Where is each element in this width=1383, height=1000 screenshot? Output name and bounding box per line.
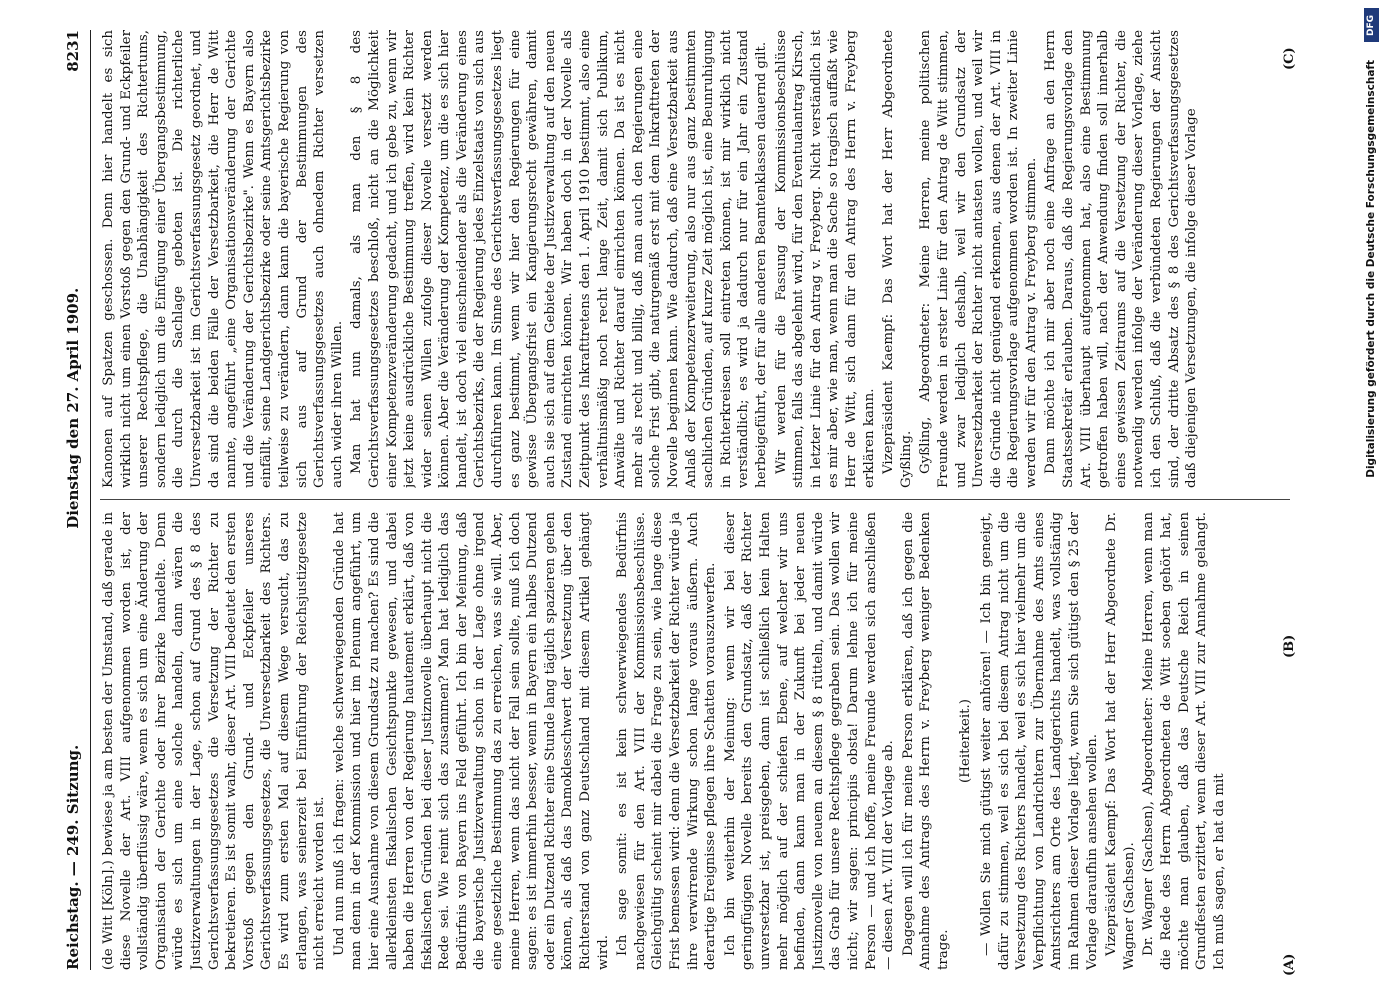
interjection: (Heiterkeit.) [957,699,973,783]
paragraph: Kanonen auf Spatzen geschossen. Denn hier handelt es sich wirklich nicht um einen Vorstoß gegen den Grund- und Eckpfeiler unserer Rechtspflege, die Unabhängigkeit des Richtertums, sondern lediglich um die Einfügung einer Übergangsbestimmung, die durch die Sachlage geboten ist. Die richterliche Unversetzbarkeit ist im Gerichtsverfassungsgesetz geordnet, und da sind die beiden Fälle der Versetzbarkeit, die Herr de Witt nannte, angeführt „eine Organisationsveränderung der Gerichte und die Veränderung der Gerichtsbezirke". Wenn es Bayern also einfällt, seine Landgerichtsbezirke oder seine Amtsgerichtsbezirke teilweise zu verändern, dann kann die bayerische Regierung von sich aus auf Grund der Bestimmungen des Gerichtsverfassungsgesetzes auch ohnedem Richter versetzen auch wider ihren Willen. [101,30,345,488]
margin-marker-a: (A) [1282,953,1297,976]
header-rule [90,30,91,970]
paragraph: Man hat nun damals, als man den § 8 des Gerichtsverfassungsgesetzes beschloß, nicht an die Möglichkeit einer Kompetenzveränderung gedacht, und ich gebe zu, wenn wir jetzt keine ausdrückliche Bestimmung treffen, wird kein Richter wider seinen Willen zufolge dieser Novelle versetzt werden können. Aber die Veränderung der Kompetenz, um die es sich hier handelt, ist doch viel einschneidender als die Veränderung eines Gerichtsbezirks, die der Regierung jedes Einzelstaats von sich aus durchführen kann. Im Sinne des Gerichtsverfassungsgesetzes liegt es ganz bestimmt, wenn wir hier den Regierungen für eine gewisse Übergangsfrist ein Kangierungsrecht gewähren, damit auch sie sich auf dem Gebiete der Justizverwaltung auf den neuen Zustand einrichten können. Wir haben doch in der Novelle als Zeitpunkt des Inkrafttretens den 1. April 1910 bestimmt, also eine verhältnismäßig noch recht lange Zeit, damit sich Publikum, Anwälte und Richter darauf einrichten können. Da ist es nicht mehr als recht und billig, daß man auch den Regierungen eine solche Frist gibt, die naturgemäß erst mit dem Inkrafttreten der Novelle beginnen kann. Wie dadurch, daß eine Versetzbarkeit aus Anlaß der Kompetenzerweiterung, also nur aus ganz bestimmten sachlichen Gründen, auf kurze Zeit möglich ist, eine Beunruhigung in Richterkreisen soll eintreten können, ist mir wirklich nicht verständlich; es wird ja dadurch nur für ein Jahr ein Zustand herbeigeführt, der für alle anderen Beamtenklassen dauernd gilt. [349,30,769,488]
paragraph: Gyßling, Abgeordneter: Meine Herren, meine politischen Freunde werden in erster Linie für den Antrag de Witt stimmen, und zwar lediglich deshalb, weil wir den Grundsatz der Unversetzbarkeit der Richter nicht antasten wollen, und weil wir die Gründe nicht genügend erkennen, aus denen der Art. VIII in die Regierungsvorlage aufgenommen worden ist. In zweiter Linie werden wir für den Antrag v. Freyberg stimmen. [918,30,1039,488]
digitization-sidebar [1357,0,1383,1000]
page-header [60,30,86,970]
paragraph: Wir werden für die Fassung der Kommissionsbeschlüsse stimmen, falls das abgelehnt wird, für den Eventualantrag Kirsch, in letzter Linie für den Antrag v. Freyberg. Nicht verständlich ist es mir aber, wie man, wenn man die Sache so tragisch auffaßt wie Herr de Witt, sich dann für den Antrag des Herrn v. Freyberg erklären kann. [773,30,877,488]
paragraph: Dr. Wagner (Sachsen), Abgeordneter: Meine Herren, wenn man die Rede des Herrn Abgeordneten de Witt soeben gehört hat, möchte man glauben, daß das Deutsche Reich in seinen Grundfesten erzittert, wenn dieser Art. VIII zur Annahme gelangt. Ich muß sagen, er hat da mit [1141,512,1227,970]
dfg-credit-text: Digitalisierung gefördert durch die Deutsche Forschungsgemeinschaft [1365,60,1377,478]
left-column [100,512,1295,970]
paragraph: Dann möchte ich mir aber noch eine Anfrage an den Herrn Staatssekretär erlauben. Daraus, daß die Regierungsvorlage den Art. VIII überhaupt aufgenommen hat, also eine Bestimmung getroffen haben will, nach der Anwendung finden soll innerhalb eines gewissen Zeitraums auf die Versetzung der Richter, die notwendig werden infolge der Veränderung dieser Vorlage, ziehe ich den Schluß, daß die verbündeten Regierungen der Ansicht sind, der dritte Absatz des § 8 des Gerichtsverfassungsgesetzes daß diejenigen Versetzungen, die infolge dieser Vorlage [1043,30,1200,488]
paragraph: Dagegen will ich für meine Person erklären, daß ich gegen die Annahme des Antrags des Herrn v. Freyberg weniger Bedenken trage. [900,512,951,970]
header-date: Dienstag den 27. April 1909. [64,287,82,529]
page-number: 8231 [64,30,82,72]
dfg-logo-icon: DFG [1364,8,1379,42]
paragraph: Und nun muß ich fragen: welche schwerwiegenden Gründe hat man denn in der Kommission und hier im Plenum angeführt, um hier eine Ausnahme von diesem Grundsatz zu machen? Es sind die allerkleinsten fiskalischen Gesichtspunkte gewesen, und dabei haben die Herren von der Regierung hautement erklärt, daß von fiskalischen Gründen bei dieser Justiznovelle überhaupt nicht die Rede sei. Wie reimt sich das zusammen? Man hat lediglich das Bedürfnis von Bayern ins Feld geführt. Ich bin der Meinung, daß die bayerische Justizverwaltung schon in der Lage ohne irgend eine gesetzliche Bestimmung das zu erreichen, was sie will. Aber, meine Herren, wenn das nicht der Fall sein sollte, muß ich doch sagen: es ist immerhin besser, wenn in Bayern ein halbes Dutzend oder ein Dutzend Richter eine Stunde lang täglich spazieren gehen können, als daß das Damoklesschwert der Versetzung über den Richterstand von ganz Deutschland mit diesem Artikel gehängt wird. [331,512,611,970]
paragraph: Ich bin weiterhin der Meinung: wenn wir bei dieser geringfügigen Novelle bereits den Grundsatz, daß der Richter unversetzbar ist, preisgeben, dann ist schließlich kein Halten mehr möglich auf der schiefen Ebene, auf welcher wir uns befinden, dann kann man in der Zukunft bei jeder neuen Justiznovelle von neuem an diesem § 8 rütteln, und damit würde das Grab für unsere Rechtspflege gegraben sein. Das wollen wir nicht; wir sagen: principiis obsta! Darum lehne ich für meine Person — und ich hoffe, meine Freunde werden sich anschließen — diesen Art. VIII der Vorlage ab. [722,512,897,970]
paragraph: (de Witt [Köln].) bewiese ja am besten der Umstand, daß gerade in diese Novelle der Art. VIII aufgenommen worden ist, der vollständig überflüssig wäre, wenn es sich um eine Änderung der Organisation der Gerichte oder ihrer Bezirke handelte. Denn würde es sich um eine solche handeln, dann wären die Justizverwaltungen in der Lage, schon auf Grund des § 8 des Gerichtsverfassungsgesetzes die Versetzung der Richter zu bekretieren. Es ist somit wahr, dieser Art. VIII bedeutet den ersten Vorstoß gegen den Grund- und Eckpfeiler unseres Gerichtsverfassungsgesetzes, die Unversetzbarkeit des Richters. Es wird zum ersten Mal auf diesem Wege versucht, das zu erlangen, was seinerzeit bei Einführung der Reichsjustizgesetze nicht erreicht worden ist. [101,512,328,970]
header-session: Reichstag. — 249. Sitzung. [64,744,82,970]
right-column [100,30,1295,488]
speaker-line: Vizepräsident Kaempf: Das Wort hat der Herr Abgeordnete Dr. Wagner (Sachsen). [1104,512,1137,970]
column-divider [100,499,1290,500]
paragraph: — Wollen Sie mich gütigst weiter anhören! — Ich bin geneigt, dafür zu stimmen, weil es sich bei diesem Antrag nicht um die Versetzung des Richters handelt, weil es sich hier vielmehr um die Verpflichtung von Landrichtern zur Übernahme des Amts eines Amtsrichters am Orte des Landgerichts handelt, was vollständig im Rahmen dieser Vorlage liegt, wenn Sie sich gütigst den § 25 der Vorlage daraufhin ansehen wollen. [979,512,1100,970]
paragraph: Ich sage somit: es ist kein schwerwiegendes Bedürfnis nachgewiesen für den Art. VIII der Kommissionsbeschlüsse. Gleichgültig scheint mir dabei die Frage zu sein, wie lange diese Frist bemessen wird: denn die Versetzbarkeit der Richter würde ja ihre verwirrende Wirkung schon lange voraus äußern. Auch derartige Ereignisse pflegen ihre Schatten vorauszuwerfen. [615,512,719,970]
rotated-newspaper-page [60,30,1310,976]
margin-marker-b: (B) [1282,634,1297,658]
speaker-line: Vizepräsident Kaempf: Das Wort hat der Herr Abgeordnete Gyßling. [881,30,914,488]
margin-marker-c: (C) [1282,47,1297,70]
